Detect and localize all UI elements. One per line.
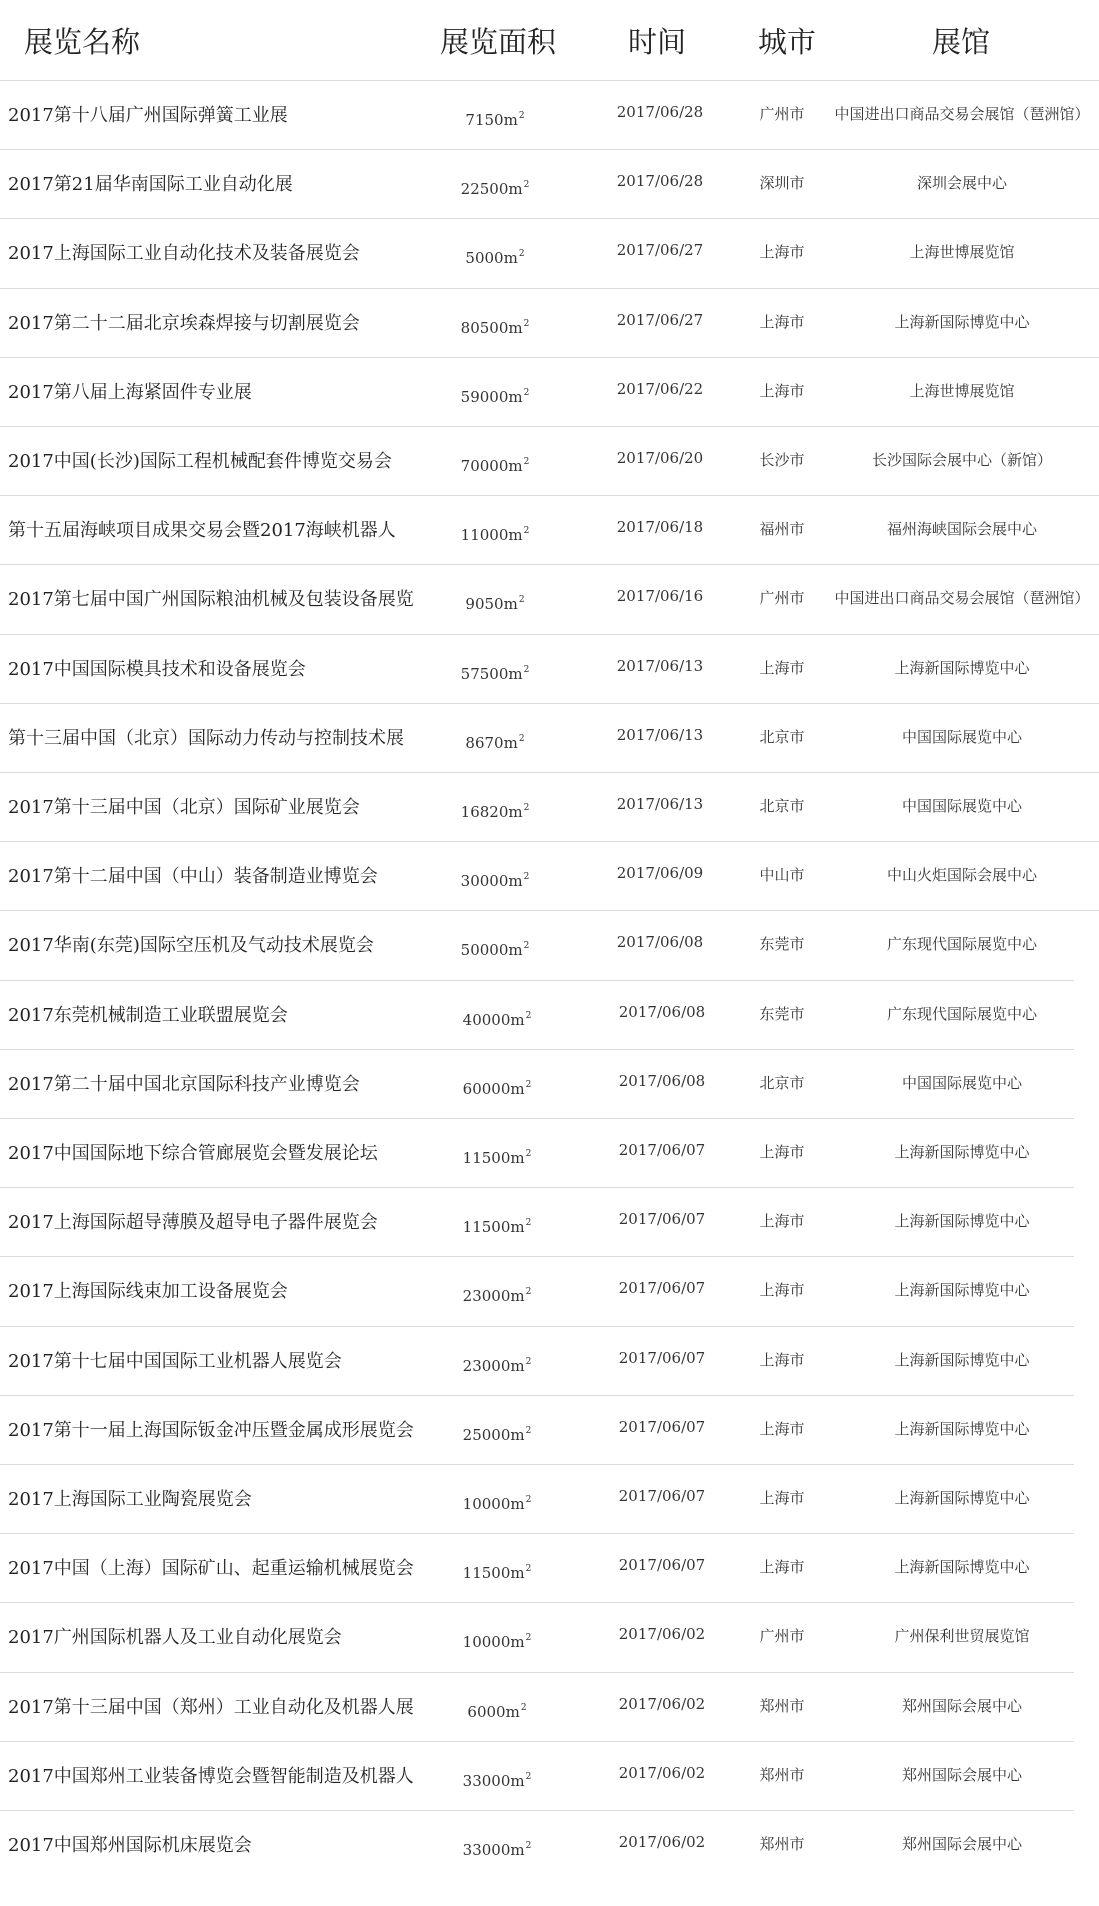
exhibition-venue: 中国国际展览中心 [901,797,1022,815]
area-unit-superscript: 2 [525,1079,532,1090]
area-value: 8670 [465,733,504,752]
area-unit: m [503,111,518,129]
exhibition-venue: 上海新国际博览中心 [894,312,1030,331]
exhibition-name: 2017第十八届广州国际弹簧工业展 [8,105,288,126]
exhibition-name: 第十三届中国（北京）国际动力传动与控制技术展 [8,727,404,749]
exhibition-venue: 上海世博展览馆 [909,381,1015,400]
table-row [0,1810,1074,1880]
area-value: 59000 [460,387,509,406]
exhibition-name: 2017上海国际线束加工设备展览会 [8,1281,288,1303]
exhibition-area [440,526,550,544]
exhibition-city: 上海市 [759,312,805,331]
exhibition-name: 2017第二十届中国北京国际科技产业博览会 [8,1073,360,1095]
exhibition-venue: 长沙国际会展中心（新馆） [871,451,1052,469]
area-unit: m [510,1495,525,1513]
exhibition-name: 2017第十七届中国国际工业机器人展览会 [8,1350,342,1372]
table-row [0,634,1099,704]
exhibition-area [442,1287,552,1305]
table-row [0,1741,1074,1811]
exhibition-date: 2017/06/18 [616,518,704,537]
area-unit-superscript: 2 [525,1841,532,1851]
exhibition-name: 2017中国郑州工业装备博览会暨智能制造及机器人 [8,1765,414,1787]
table-row [0,149,1099,219]
exhibition-area [440,872,550,890]
table-row [0,1672,1074,1742]
area-value: 16820 [460,803,509,821]
table-row [0,1256,1074,1326]
exhibition-city: 广州市 [759,1627,805,1646]
area-unit-superscript: 2 [525,1564,532,1575]
exhibition-date: 2017/06/08 [616,933,704,952]
exhibition-city: 长沙市 [759,451,805,469]
exhibition-name: 2017上海国际工业自动化技术及装备展览会 [8,243,360,265]
exhibition-area [440,319,550,337]
exhibition-city: 福州市 [759,520,805,539]
exhibition-date: 2017/06/07 [618,1348,706,1367]
exhibition-date: 2017/06/27 [616,310,704,329]
exhibition-city: 郑州市 [759,1696,805,1715]
area-unit-superscript: 2 [523,387,530,398]
area-value: 11500 [462,1564,511,1583]
exhibition-area [440,803,550,821]
exhibition-date: 2017/06/08 [618,1002,706,1021]
exhibition-city: 上海市 [759,1143,805,1161]
exhibition-city: 广州市 [759,589,805,608]
exhibition-city: 东莞市 [759,935,805,954]
exhibition-date: 2017/06/07 [618,1141,706,1159]
area-value: 60000 [462,1079,511,1098]
table-row [0,495,1099,565]
table-row [0,841,1099,911]
exhibition-name: 2017中国国际模具技术和设备展览会 [8,658,306,680]
area-unit: m [510,1564,525,1583]
exhibition-date: 2017/06/02 [618,1763,706,1782]
exhibition-city: 上海市 [759,1350,805,1369]
table-row [0,357,1099,427]
exhibition-venue: 广东现代国际展览中心 [886,1004,1037,1023]
area-value: 80500 [460,318,509,337]
area-value: 7150 [465,111,504,129]
area-value: 11000 [460,526,509,545]
header-time: 时间 [628,25,687,59]
exhibition-venue: 上海新国际博览中心 [894,1558,1030,1577]
exhibition-name: 2017第七届中国广州国际粮油机械及包装设备展览 [8,589,414,611]
exhibition-name: 第十五届海峡项目成果交易会暨2017海峡机器人 [8,520,396,542]
exhibition-date: 2017/06/13 [616,725,704,744]
exhibition-venue: 中国进出口商品交易会展馆（琶洲馆） [834,589,1090,608]
area-value: 6000 [467,1702,506,1721]
exhibition-venue: 中山火炬国际会展中心 [886,866,1037,885]
exhibition-name: 2017中国(长沙)国际工程机械配套件博览交易会 [8,451,392,472]
exhibition-name: 2017第十二届中国（中山）装备制造业博览会 [8,866,378,888]
area-value: 25000 [462,1425,511,1444]
area-value: 9050 [465,595,504,614]
exhibition-venue: 上海新国际博览中心 [894,1212,1030,1231]
area-unit-superscript: 2 [520,1702,527,1713]
exhibition-venue: 上海新国际博览中心 [894,1489,1030,1507]
exhibition-date: 2017/06/20 [616,449,704,467]
exhibition-venue: 上海新国际博览中心 [894,1143,1030,1161]
area-unit: m [503,249,518,268]
area-unit-superscript: 2 [525,1425,532,1436]
table-row [0,80,1099,150]
exhibition-area [440,734,550,752]
area-unit-superscript: 2 [523,457,530,467]
exhibition-area [442,1841,552,1859]
area-value: 50000 [460,941,509,960]
area-value: 23000 [462,1287,511,1306]
exhibition-city: 上海市 [759,658,805,677]
exhibition-venue: 中国国际展览中心 [901,727,1022,746]
area-value: 11500 [462,1218,511,1237]
table-row [0,980,1074,1050]
exhibition-date: 2017/06/07 [618,1556,706,1575]
table-row [0,564,1099,634]
area-unit: m [505,1702,520,1721]
exhibition-date: 2017/06/07 [618,1279,706,1298]
table-row [0,1326,1074,1396]
exhibition-city: 上海市 [759,381,805,400]
exhibition-area [442,1218,552,1236]
exhibition-date: 2017/06/02 [618,1833,706,1851]
area-value: 33000 [462,1841,511,1859]
exhibition-venue: 中国国际展览中心 [901,1073,1022,1092]
area-unit: m [510,1149,525,1167]
area-unit-superscript: 2 [523,872,530,883]
exhibition-area [440,249,550,267]
area-unit-superscript: 2 [523,318,530,329]
table-row [0,910,1099,980]
exhibition-venue: 郑州国际会展中心 [901,1835,1022,1853]
area-unit-superscript: 2 [525,1010,532,1021]
area-unit: m [510,1841,525,1859]
exhibition-name: 2017第十三届中国（郑州）工业自动化及机器人展 [8,1696,414,1718]
area-unit-superscript: 2 [525,1287,532,1298]
exhibition-venue: 深圳会展中心 [916,174,1007,193]
table-row [0,1118,1074,1188]
exhibition-date: 2017/06/13 [616,795,704,813]
exhibition-area [442,1149,552,1167]
exhibition-area [442,1495,552,1513]
exhibition-date: 2017/06/08 [618,1071,706,1090]
exhibition-name: 2017东莞机械制造工业联盟展览会 [8,1004,288,1026]
area-unit: m [510,1425,525,1444]
area-unit: m [508,387,523,406]
area-value: 33000 [462,1771,511,1790]
exhibition-city: 北京市 [759,1073,805,1092]
exhibition-venue: 郑州国际会展中心 [901,1696,1022,1715]
exhibition-name: 2017华南(东莞)国际空压机及气动技术展览会 [8,935,374,957]
exhibition-area [442,1703,552,1721]
exhibition-venue: 上海新国际博览中心 [894,1350,1030,1369]
exhibition-area [440,111,550,129]
area-unit: m [510,1010,525,1029]
area-value: 40000 [462,1010,511,1029]
area-unit: m [510,1771,525,1790]
area-unit: m [508,941,523,960]
exhibition-venue: 上海新国际博览中心 [894,1419,1030,1438]
table-row [0,1395,1074,1465]
exhibition-name: 2017中国（上海）国际矿山、起重运输机械展览会 [8,1558,414,1580]
table-header [0,0,1099,80]
exhibition-city: 上海市 [759,1281,805,1300]
exhibition-area [442,1564,552,1582]
area-value: 10000 [462,1633,511,1652]
area-unit-superscript: 2 [518,249,525,260]
area-value: 10000 [462,1495,511,1513]
table-row [0,772,1099,842]
exhibition-name: 2017中国国际地下综合管廊展览会暨发展论坛 [8,1143,378,1164]
exhibition-city: 上海市 [759,1419,805,1438]
header-venue: 展馆 [932,25,991,59]
area-value: 30000 [460,872,509,891]
exhibition-name: 2017第八届上海紧固件专业展 [8,381,252,403]
exhibition-date: 2017/06/07 [618,1417,706,1436]
area-value: 57500 [460,664,509,683]
exhibition-date: 2017/06/07 [618,1210,706,1229]
area-value: 23000 [462,1356,511,1375]
exhibition-venue: 上海新国际博览中心 [894,1281,1030,1300]
exhibition-city: 郑州市 [759,1835,805,1853]
area-unit-superscript: 2 [525,1495,532,1505]
area-unit-superscript: 2 [525,1218,532,1229]
table-row [0,1049,1074,1119]
table-row [0,1187,1074,1257]
area-unit-superscript: 2 [523,941,530,952]
area-unit-superscript: 2 [523,664,530,675]
area-unit: m [510,1633,525,1652]
area-unit-superscript: 2 [525,1356,532,1367]
area-unit: m [510,1079,525,1098]
area-unit-superscript: 2 [523,803,530,813]
exhibition-name: 2017第十三届中国（北京）国际矿业展览会 [8,797,360,818]
area-unit: m [510,1287,525,1306]
area-unit-superscript: 2 [518,733,525,744]
exhibition-date: 2017/06/09 [616,864,704,883]
exhibition-area [440,388,550,406]
exhibition-city: 东莞市 [759,1004,805,1023]
exhibition-date: 2017/06/28 [616,103,704,121]
exhibition-date: 2017/06/16 [616,587,704,606]
exhibition-venue: 上海新国际博览中心 [894,658,1030,677]
area-unit: m [510,1218,525,1237]
exhibition-area [442,1357,552,1375]
area-unit-superscript: 2 [525,1771,532,1782]
exhibition-name: 2017第十一届上海国际钣金冲压暨金属成形展览会 [8,1419,414,1441]
exhibition-venue: 上海世博展览馆 [909,243,1015,262]
exhibition-city: 上海市 [759,1212,805,1231]
table-row [0,1602,1074,1672]
header-name: 展览名称 [24,25,141,59]
table-row [0,288,1099,358]
area-unit-superscript: 2 [518,595,525,606]
exhibition-date: 2017/06/02 [618,1694,706,1713]
area-unit: m [510,1356,525,1375]
exhibition-date: 2017/06/22 [616,379,704,398]
exhibition-name: 2017广州国际机器人及工业自动化展览会 [8,1627,342,1649]
exhibition-date: 2017/06/02 [618,1625,706,1644]
exhibition-venue: 广州保利世贸展览馆 [894,1627,1030,1646]
exhibition-area [442,1080,552,1098]
exhibition-city: 深圳市 [759,174,805,193]
exhibition-area [442,1772,552,1790]
exhibition-city: 上海市 [759,1558,805,1577]
area-value: 70000 [460,457,509,475]
area-unit-superscript: 2 [518,111,525,121]
area-value: 11500 [462,1149,511,1167]
exhibition-name: 2017第21届华南国际工业自动化展 [8,174,293,196]
area-unit: m [508,803,523,821]
exhibition-city: 广州市 [759,105,805,123]
table-row [0,1533,1074,1603]
header-area: 展览面积 [440,25,557,59]
area-unit-superscript: 2 [525,1149,532,1159]
exhibition-area [442,1426,552,1444]
table-row [0,218,1099,288]
exhibition-venue: 广东现代国际展览中心 [886,935,1037,954]
area-unit: m [508,457,523,475]
exhibition-area [440,180,550,198]
area-unit: m [508,664,523,683]
exhibition-date: 2017/06/07 [618,1487,706,1505]
table-row [0,703,1099,773]
area-unit: m [503,733,518,752]
exhibition-area [442,1633,552,1651]
exhibition-venue: 福州海峡国际会展中心 [886,520,1037,539]
area-unit: m [503,595,518,614]
exhibition-name: 2017上海国际超导薄膜及超导电子器件展览会 [8,1212,378,1234]
area-unit-superscript: 2 [525,1633,532,1644]
exhibition-city: 郑州市 [759,1765,805,1784]
area-unit: m [508,180,523,199]
area-unit: m [508,872,523,891]
area-value: 5000 [465,249,504,268]
exhibition-date: 2017/06/13 [616,656,704,675]
exhibition-area [440,595,550,613]
area-value: 22500 [460,180,509,199]
area-unit-superscript: 2 [523,526,530,537]
exhibition-city: 北京市 [759,727,805,746]
exhibition-date: 2017/06/27 [616,241,704,260]
table-row [0,426,1099,496]
area-unit: m [508,318,523,337]
exhibition-city: 上海市 [759,1489,805,1507]
exhibition-area [440,941,550,959]
exhibition-area [440,457,550,475]
exhibition-city: 北京市 [759,797,805,815]
exhibition-name: 2017中国郑州国际机床展览会 [8,1835,252,1856]
exhibition-date: 2017/06/28 [616,172,704,191]
exhibition-city: 中山市 [759,866,805,885]
header-city: 城市 [758,25,817,59]
exhibition-area [442,1011,552,1029]
table-row [0,1464,1074,1534]
exhibition-venue: 中国进出口商品交易会展馆（琶洲馆） [834,105,1090,123]
area-unit: m [508,526,523,545]
exhibition-venue: 郑州国际会展中心 [901,1765,1022,1784]
exhibition-city: 上海市 [759,243,805,262]
exhibition-name: 2017上海国际工业陶瓷展览会 [8,1489,252,1510]
exhibition-name: 2017第二十二届北京埃森焊接与切割展览会 [8,312,360,334]
area-unit-superscript: 2 [523,180,530,191]
exhibition-area [440,665,550,683]
